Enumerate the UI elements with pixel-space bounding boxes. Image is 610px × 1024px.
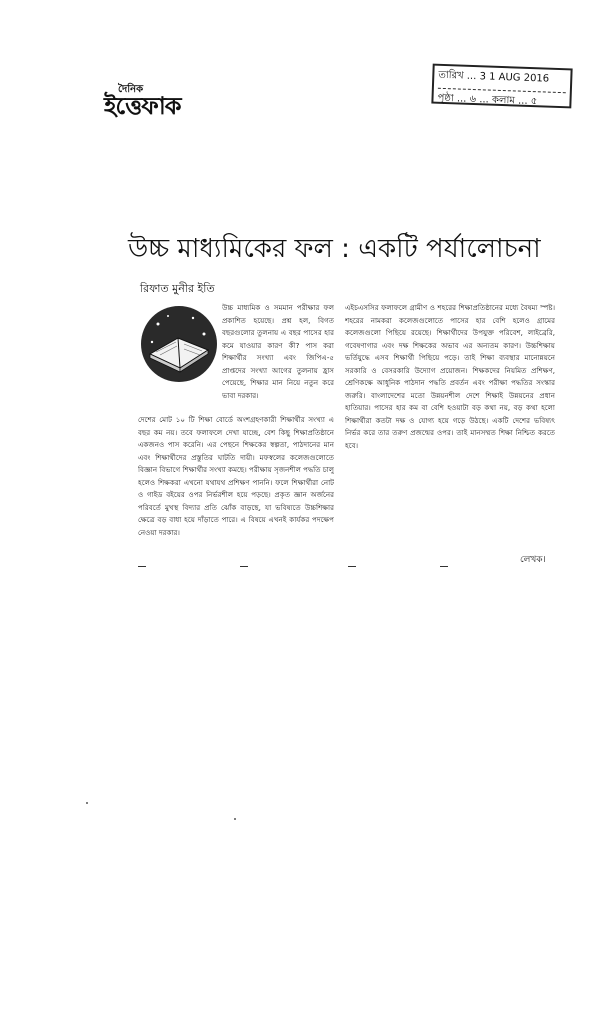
column-divider-dash	[138, 566, 146, 567]
column-divider-dash	[240, 566, 248, 567]
scan-speck	[86, 802, 88, 804]
newspaper-masthead: ইত্তেফাক	[104, 92, 181, 120]
article-end-mark: লেখক।	[520, 555, 546, 565]
column-divider-dash	[440, 566, 448, 567]
scan-speck	[234, 818, 236, 820]
book-icon	[138, 304, 220, 384]
article-byline: রিফাত মুনীর ইতি	[140, 282, 215, 295]
stamp-date: তারিখ ... 3 1 AUG 2016	[438, 69, 550, 85]
article-headline	[128, 228, 558, 272]
masthead-prefix: দৈনিক	[118, 84, 144, 95]
article-column-1-bottom: দেশের মোট ১০ টি শিক্ষা বোর্ডে অংশগ্রহণকারী শিক্ষার্থীর সংখ্যা এ বছর কম নয়। তবে ফলাফলে দেখা যাচ্ছে, বেশ কিছু শিক্ষাপ্রতিষ্ঠানে একজনও পাস করেনি। এর পেছনে শিক্ষকের স্বল্পতা, পাঠদানের মান এবং শিক্ষার্থীদের প্রস্তুতির ঘাটতি দায়ী। মফস্বলের কলেজগুলোতে বিজ্ঞান বিভাগে শিক্ষার্থীর সংখ্যা কমছে। পরীক্ষায় সৃজনশীল পদ্ধতি চালু হলেও শিক্ষকরা এখনো যথাযথ প্রশিক্ষণ পাননি। ফলে শিক্ষার্থীরা নোট ও গাইড বইয়ের ওপর নির্ভরশীল হয়ে পড়ছে। প্রকৃত জ্ঞান অর্জনের পরিবর্তে মুখস্থ বিদ্যার প্রতি ঝোঁক বাড়ছে, যা ভবিষ্যতে উচ্চশিক্ষার ক্ষেত্রে বড় বাধা হয়ে দাঁড়াতে পারে। এ বিষয়ে এখনই কার্যকর পদক্ষেপ নেওয়া দরকার।	[138, 415, 334, 537]
article-column-1-top: উচ্চ মাধ্যমিক ও সমমান পরীক্ষার ফল প্রকাশিত হয়েছে। প্রশ্ন হল, বিগত বছরগুলোর তুলনায় এ বছর পাসের হার কমে যাওয়ার কারণ কী? পাস করা শিক্ষার্থীর সংখ্যা এবং জিপিএ-৫ প্রাপ্তদের সংখ্যা আগের তুলনায় হ্রাস পেয়েছে, শিক্ষার মান নিয়ে নতুন করে ভাবা দরকার।	[222, 303, 334, 400]
stamp-page: পৃষ্ঠা ... ৬ ... কলাম ... ৫	[437, 88, 566, 112]
column-divider-dash	[348, 566, 356, 567]
headline-text: উচ্চ মাধ্যমিকের ফল : একটি পর্যালোচনা	[128, 234, 541, 264]
article-column-2: এইচএসসির ফলাফলে গ্রামীণ ও শহরের শিক্ষাপ্রতিষ্ঠানের মধ্যে বৈষম্য স্পষ্ট। শহরের নামকরা কলেজগুলোতে পাসের হার বেশি হলেও গ্রামের কলেজগুলো পিছিয়ে রয়েছে। শিক্ষার্থীদের উপযুক্ত পরিবেশ, লাইব্রেরি, গবেষণাগার এবং দক্ষ শিক্ষকের অভাব এর অন্যতম কারণ। উচ্চশিক্ষায় ভর্তিযুদ্ধে এসব শিক্ষার্থী পিছিয়ে পড়ে। তাই শিক্ষা ব্যবস্থার মানোন্নয়নে সরকারি ও বেসরকারি উদ্যোগ প্রয়োজন। শিক্ষকদের নিয়মিত প্রশিক্ষণ, শ্রেণিকক্ষে আধুনিক পাঠদান পদ্ধতি প্রবর্তন এবং পরীক্ষা পদ্ধতির সংস্কার জরুরি। বাংলাদেশের মতো উন্নয়নশীল দেশে শিক্ষাই উন্নয়নের প্রধান হাতিয়ার। পাসের হার কম বা বেশি হওয়াটা বড় কথা নয়, বড় কথা হলো শিক্ষার্থীরা কতটা দক্ষ ও যোগ্য হয়ে গড়ে উঠছে। একটি দেশের ভবিষ্যৎ নির্ভর করে তার তরুণ প্রজন্মের ওপর। তাই মানসম্মত শিক্ষা নিশ্চিত করতে হবে।	[345, 303, 555, 450]
date-stamp	[431, 64, 572, 109]
